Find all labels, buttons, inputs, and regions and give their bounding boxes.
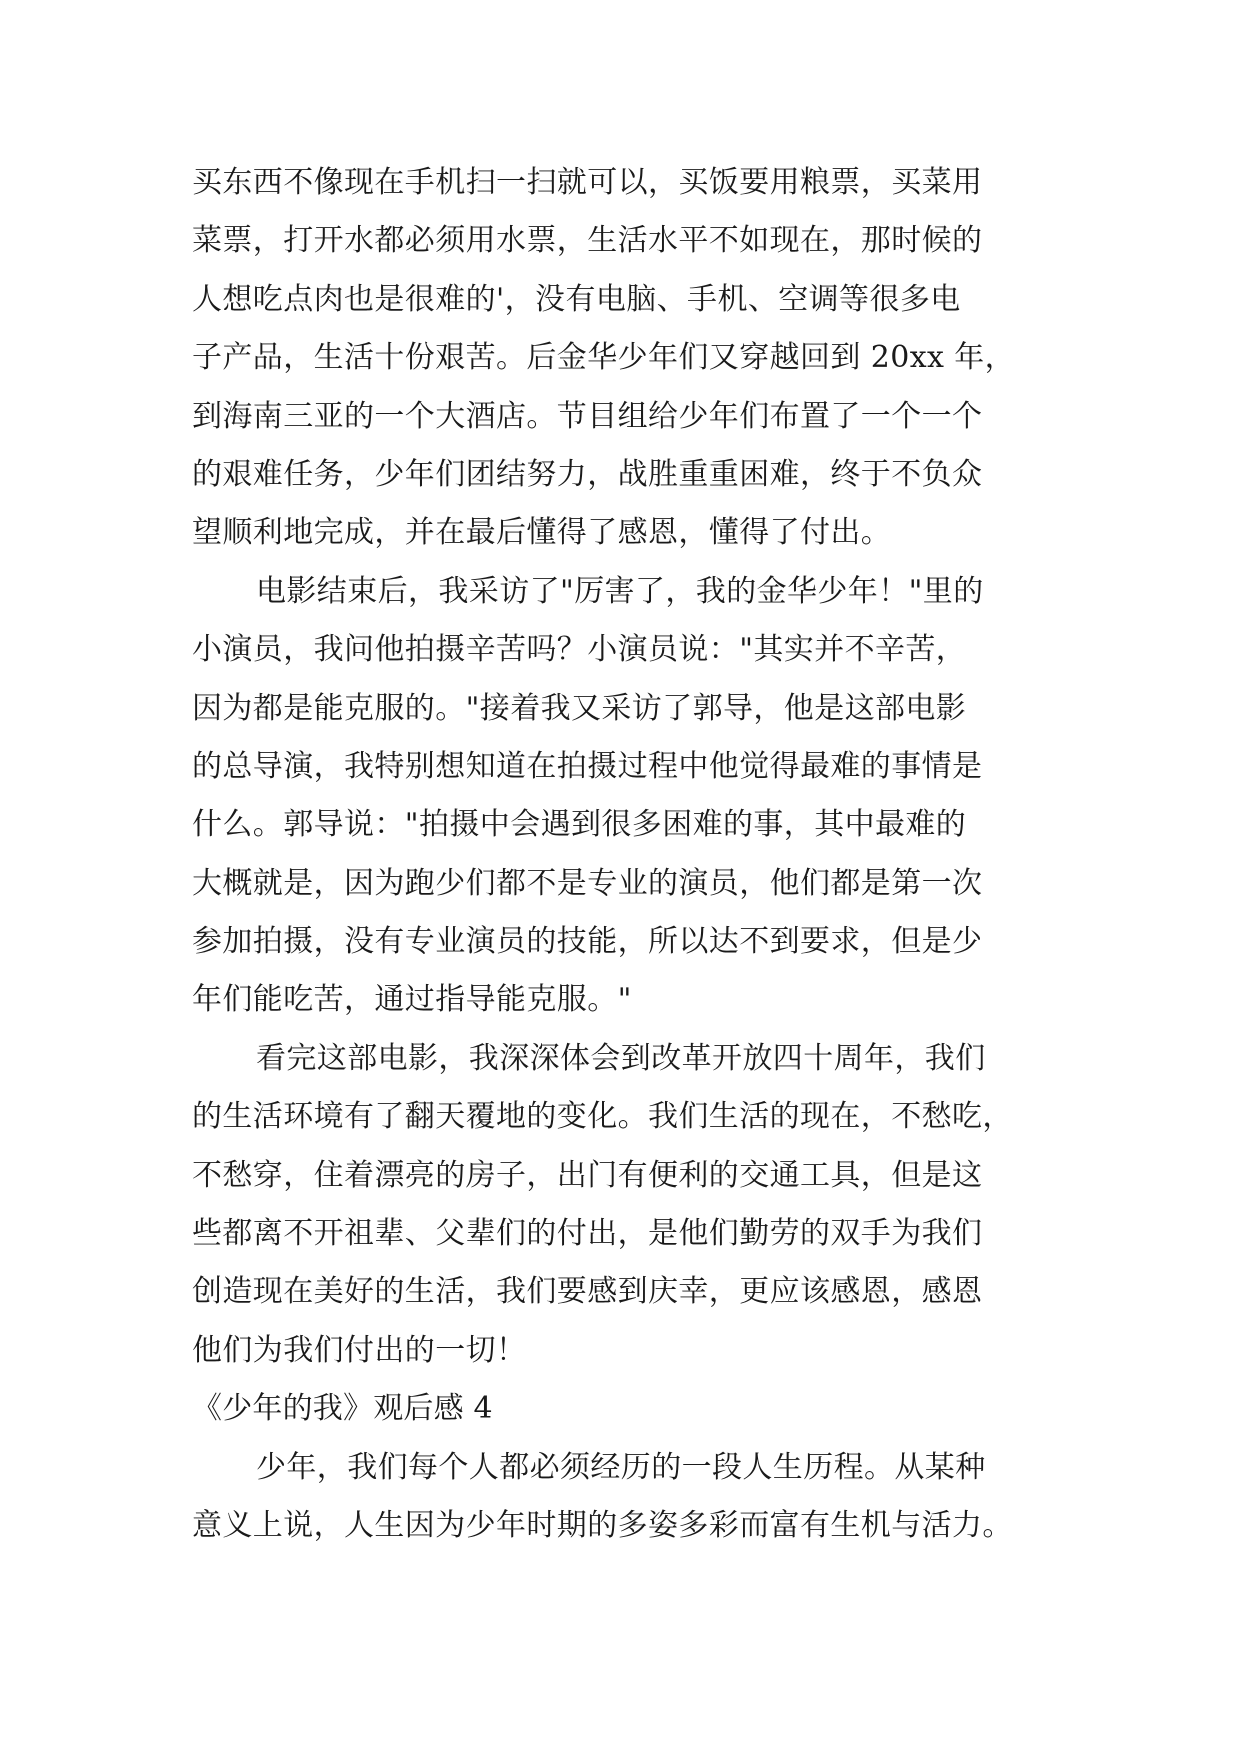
paragraph-4 <box>192 1439 1057 1556</box>
text-line: 大概就是，因为跑少们都不是专业的演员，他们都是第一次 <box>192 865 983 901</box>
text-line: 菜票，打开水都必须用水票，生活水平不如现在，那时候的 <box>192 223 983 259</box>
section-heading: 《少年的我》观后感 4 <box>192 1391 493 1427</box>
paragraph-1 <box>192 154 1057 563</box>
text-line: 人想吃点肉也是很难的'，没有电脑、手机、空调等很多电 <box>192 281 961 317</box>
document-body <box>192 154 1057 1555</box>
text-line: 看完这部电影，我深深体会到改革开放四十周年，我们 <box>256 1040 986 1076</box>
text-line: 少年，我们每个人都必须经历的一段人生历程。从某种 <box>256 1449 986 1485</box>
text-line: 小演员，我问他拍摄辛苦吗？小演员说："其实并不辛苦， <box>192 632 967 668</box>
text-line: 望顺利地完成，并在最后懂得了感恩，懂得了付出。 <box>192 515 892 551</box>
text-line: 意义上说，人生因为少年时期的多姿多彩而富有生机与活力。 <box>192 1507 1013 1543</box>
text-line: 因为都是能克服的。"接着我又采访了郭导，他是这部电影 <box>192 690 967 726</box>
text-line: 创造现在美好的生活，我们要感到庆幸，更应该感恩，感恩 <box>192 1274 983 1310</box>
text-line: 电影结束后，我采访了"厉害了，我的金华少年！"里的 <box>256 573 984 609</box>
paragraph-3 <box>192 1030 1057 1380</box>
text-line: 的生活环境有了翻天覆地的变化。我们生活的现在，不愁吃， <box>192 1099 1013 1135</box>
text-line: 些都离不开祖辈、父辈们的付出，是他们勤劳的双手为我们 <box>192 1216 983 1252</box>
text-line: 他们为我们付出的一切！ <box>192 1332 527 1368</box>
text-line: 的艰难任务，少年们团结努力，战胜重重困难，终于不负众 <box>192 456 983 492</box>
text-line: 参加拍摄，没有专业演员的技能，所以达不到要求，但是少 <box>192 924 983 960</box>
text-line: 年们能吃苦，通过指导能克服。" <box>192 982 632 1018</box>
text-line: 到海南三亚的一个大酒店。节目组给少年们布置了一个一个 <box>192 398 983 434</box>
text-line: 什么。郭导说："拍摄中会遇到很多困难的事，其中最难的 <box>192 807 967 843</box>
text-line: 买东西不像现在手机扫一扫就可以，买饭要用粮票，买菜用 <box>192 165 983 200</box>
text-line: 子产品，生活十份艰苦。后金华少年们又穿越回到 20xx 年， <box>192 340 1016 376</box>
text-line: 的总导演，我特别想知道在拍摄过程中他觉得最难的事情是 <box>192 748 983 784</box>
paragraph-2 <box>192 563 1057 1030</box>
text-line: 不愁穿，住着漂亮的房子，出门有便利的交通工具，但是这 <box>192 1157 983 1193</box>
